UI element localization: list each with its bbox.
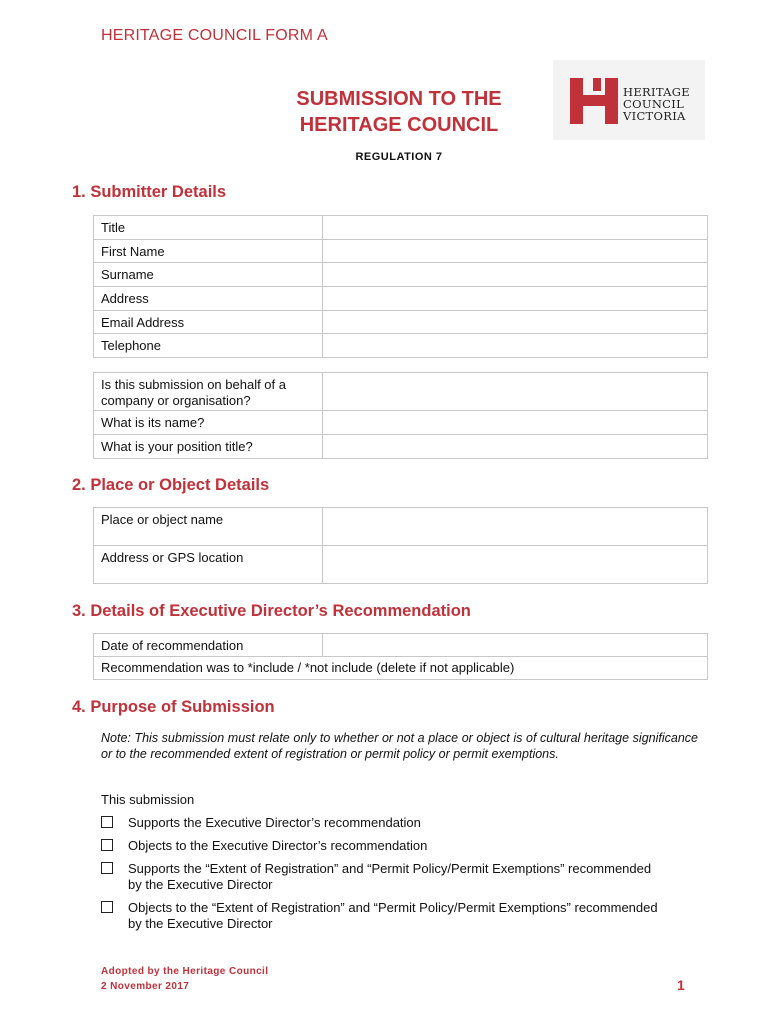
place-name-field[interactable] <box>323 508 708 546</box>
option-label: Supports the “Extent of Registration” and “Permit Policy/Permit Exemptions” recommended by the Executive Director <box>128 861 652 892</box>
row-label-address: Address <box>94 287 323 311</box>
row-label-email: Email Address <box>94 311 323 334</box>
form-label: HERITAGE COUNCIL FORM A <box>101 27 328 44</box>
this-submission-label: This submission <box>101 792 195 807</box>
page-title <box>270 86 528 138</box>
row-label-location: Address or GPS location <box>94 546 323 584</box>
row-label-title: Title <box>94 216 323 240</box>
row-label-place-name: Place or object name <box>94 508 323 546</box>
email-field[interactable] <box>323 311 708 334</box>
row-label-position: What is your position title? <box>94 435 323 459</box>
first-name-field[interactable] <box>323 240 708 263</box>
option-objects-recommendation[interactable] <box>101 838 661 854</box>
section-1-title: 1. Submitter Details <box>72 183 227 201</box>
title-line-1: SUBMISSION TO THE <box>296 88 502 110</box>
section-3-title: 3. Details of Executive Director’s Recommendation <box>72 602 471 620</box>
regulation-label: REGULATION 7 <box>355 151 443 163</box>
row-label-telephone: Telephone <box>94 334 323 358</box>
footer-date: 2 November 2017 <box>101 981 190 992</box>
option-label: Objects to the “Extent of Registration” and “Permit Policy/Permit Exemptions” recommended by the Executive Director <box>128 900 658 931</box>
section-2-title: 2. Place or Object Details <box>72 476 270 494</box>
logo-line-3: VICTORIA <box>623 109 686 123</box>
checkbox[interactable] <box>101 862 113 874</box>
checkbox[interactable] <box>101 816 113 828</box>
checkbox[interactable] <box>101 901 113 913</box>
footer <box>101 964 268 994</box>
logo-line-2: COUNCIL <box>623 97 685 111</box>
org-name-field[interactable] <box>323 411 708 435</box>
row-label-org-name: What is its name? <box>94 411 323 435</box>
row-label-on-behalf: Is this submission on behalf of a company or organisation? <box>94 373 323 411</box>
option-supports-recommendation[interactable] <box>101 815 661 831</box>
row-label-date: Date of recommendation <box>94 634 323 657</box>
checkbox[interactable] <box>101 839 113 851</box>
footer-adopted: Adopted by the Heritage Council <box>101 966 269 977</box>
recommendation-row[interactable]: Recommendation was to *include / *not include (delete if not applicable) <box>94 657 708 680</box>
surname-field[interactable] <box>323 263 708 287</box>
page-number: 1 <box>677 977 685 993</box>
logo-line-1: HERITAGE <box>623 85 690 99</box>
logo-text <box>623 86 690 122</box>
date-field[interactable] <box>323 634 708 657</box>
recommendation-table <box>93 633 708 680</box>
title-line-2: HERITAGE COUNCIL <box>299 114 499 136</box>
purpose-note: Note: This submission must relate only to whether or not a place or object is of cultural heritage significance or to the recommended extent of registration or permit policy or permit exemptions. <box>101 731 698 761</box>
position-title-field[interactable] <box>323 435 708 459</box>
address-field[interactable] <box>323 287 708 311</box>
title-field[interactable] <box>323 216 708 240</box>
option-label: Supports the Executive Director’s recommendation <box>128 815 421 830</box>
on-behalf-field[interactable] <box>323 373 708 411</box>
heritage-council-logo <box>553 60 705 140</box>
submitter-details-table <box>93 215 708 358</box>
telephone-field[interactable] <box>323 334 708 358</box>
option-label: Objects to the Executive Director’s recommendation <box>128 838 428 853</box>
organisation-table <box>93 372 708 459</box>
row-label-surname: Surname <box>94 263 323 287</box>
place-object-table <box>93 507 708 584</box>
row-label-first-name: First Name <box>94 240 323 263</box>
section-4-title: 4. Purpose of Submission <box>72 698 275 716</box>
option-supports-extent[interactable] <box>101 861 661 893</box>
option-objects-extent[interactable] <box>101 900 661 932</box>
location-field[interactable] <box>323 546 708 584</box>
